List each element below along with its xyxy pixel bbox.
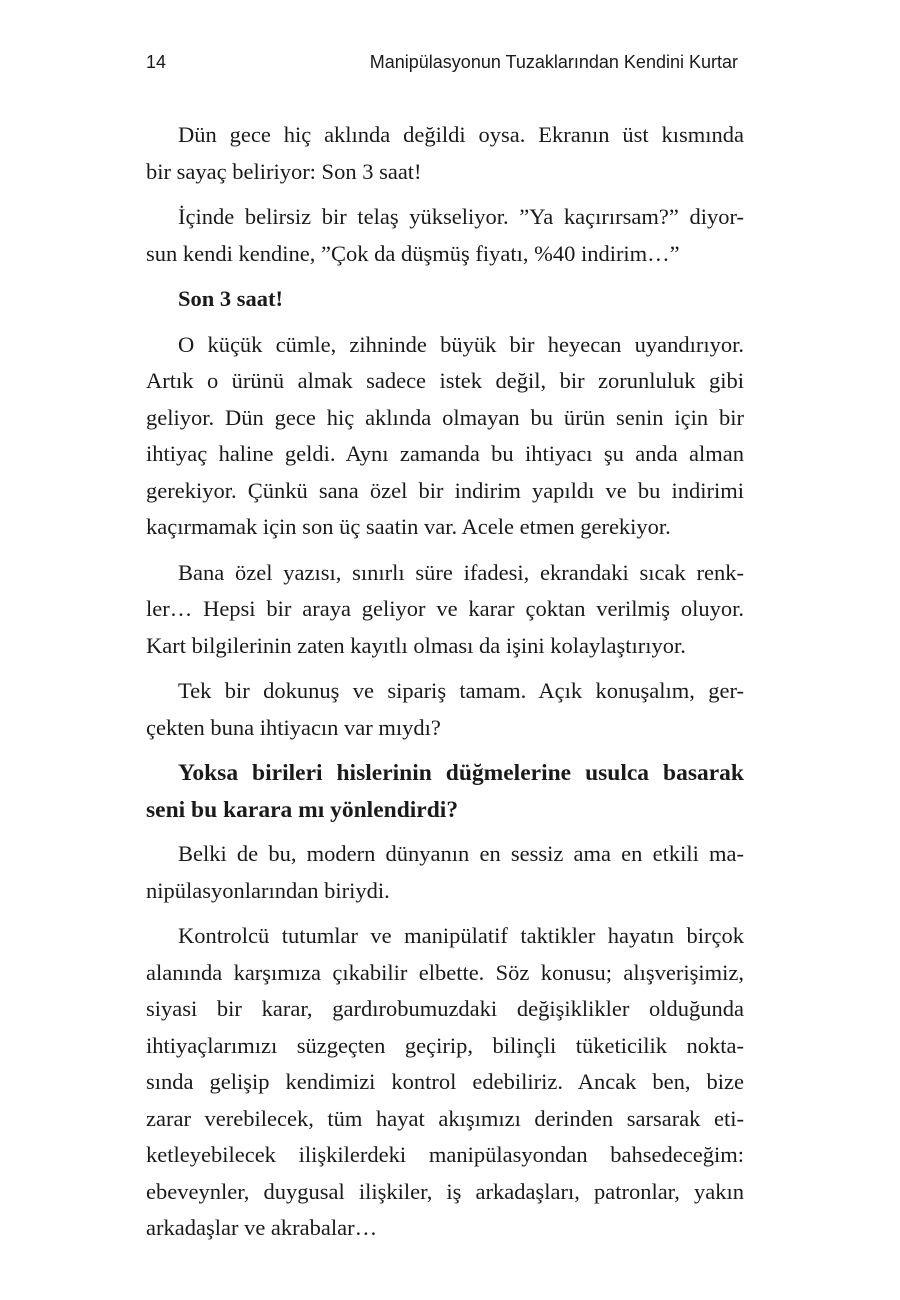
- paragraph: [146, 836, 744, 909]
- text-line: Son 3 saat!: [178, 286, 284, 311]
- book-title-header: Manipülasyonun Tuzaklarından Kendini Kurtar: [369, 52, 738, 72]
- text-line: gerekiyor. Çünkü sana özel bir indirim yapıldı ve bu indirimi: [146, 477, 744, 503]
- text-line: ler… Hepsi bir araya geliyor ve karar çoktan verilmiş oluyor.: [146, 596, 744, 621]
- text-line: Bana özel yazısı, sınırlı süre ifadesi, ekrandaki sıcak renk-: [178, 559, 744, 585]
- bold-paragraph: [146, 281, 744, 318]
- text-line: ebeveynler, duygusal ilişkiler, iş arkadaşları, patronlar, yakın: [146, 1178, 744, 1204]
- text-line: sında gelişip kendimizi kontrol edebiliriz. Ancak ben, bize: [146, 1069, 744, 1094]
- paragraph: [146, 918, 744, 1247]
- text-line: ketleyebilecek ilişkilerdeki manipülasyondan bahsedeceğim:: [146, 1142, 744, 1167]
- text-line: Yoksa birileri hislerinin düğmelerine usulca basarak: [178, 760, 744, 786]
- text-line: Artık o ürünü almak sadece istek değil, bir zorunluluk gibi: [146, 368, 744, 393]
- paragraph: [146, 199, 744, 272]
- text-line: siyasi bir karar, gardırobumuzdaki değişiklikler olduğunda: [146, 996, 744, 1021]
- text-line: çekten buna ihtiyacın var mıydı?: [146, 714, 441, 740]
- text-line: alanında karşımıza çıkabilir elbette. Söz konusu; alışverişimiz,: [146, 959, 744, 985]
- paragraph: [146, 555, 744, 665]
- paragraph: [146, 673, 744, 746]
- text-line: arkadaşlar ve akrabalar…: [146, 1215, 378, 1240]
- text-line: ihtiyaç haline geldi. Aynı zamanda bu ihtiyacı şu anda alman: [146, 441, 744, 466]
- text-line: O küçük cümle, zihninde büyük bir heyecan uyandırıyor.: [178, 331, 744, 357]
- text-line: nipülasyonlarından biriydi.: [146, 877, 390, 903]
- running-header: [146, 52, 738, 82]
- text-line: ihtiyaçlarımızı süzgeçten geçirip, bilinçli tüketicilik nokta-: [146, 1032, 744, 1058]
- body-text: [146, 117, 744, 1256]
- callout-paragraph: [146, 755, 744, 828]
- text-line: kaçırmamak için son üç saatin var. Acele etmen gerekiyor.: [146, 514, 671, 539]
- text-line: seni bu karara mı yönlendirdi?: [146, 796, 459, 823]
- text-line: Tek bir dokunuş ve sipariş tamam. Açık konuşalım, ger-: [178, 678, 744, 703]
- text-line: Dün gece hiç aklında değildi oysa. Ekranın üst kısmında: [178, 122, 744, 147]
- text-line: Kontrolcü tutumlar ve manipülatif taktikler hayatın birçok: [178, 923, 744, 948]
- text-line: Kart bilgilerinin zaten kayıtlı olması da işini kolaylaştırıyor.: [146, 632, 686, 658]
- page-number: 14: [146, 52, 167, 72]
- text-line: zarar verebilecek, tüm hayat akışımızı derinden sarsarak eti-: [146, 1105, 744, 1131]
- text-line: geliyor. Dün gece hiç aklında olmayan bu ürün senin için bir: [146, 404, 744, 430]
- text-line: İçinde belirsiz bir telaş yükseliyor. ”Ya kaçırırsam?” diyor-: [178, 204, 744, 229]
- paragraph: [146, 327, 744, 546]
- text-line: bir sayaç beliriyor: Son 3 saat!: [146, 158, 422, 184]
- text-line: Belki de bu, modern dünyanın en sessiz ama en etkili ma-: [178, 841, 744, 866]
- text-line: sun kendi kendine, ”Çok da düşmüş fiyatı, %40 indirim…”: [146, 240, 680, 266]
- paragraph: [146, 117, 744, 190]
